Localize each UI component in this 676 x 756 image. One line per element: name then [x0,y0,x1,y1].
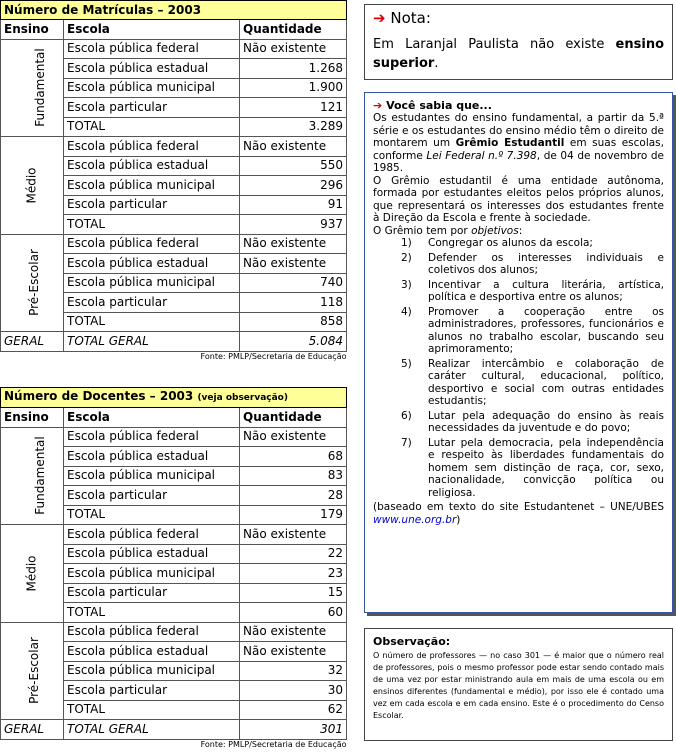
objetivo-text: Realizar intercâmbio e colaboração de caráter cultural, educacional, político, desportivo e social com outras entidades estudantis; [428,357,664,407]
matriculas-table [0,0,347,363]
quantidade-cell: 740 [240,273,347,293]
objetivo-number: 2) [401,251,412,264]
escola-cell: TOTAL [64,312,240,332]
objetivo-item [373,410,664,435]
escola-cell: Escola pública estadual [64,254,240,274]
escola-cell: Escola pública federal [64,137,240,157]
ensino-label-text: Fundamental [32,48,47,127]
escola-cell: Escola pública municipal [64,564,240,584]
sabia-p1-c: em suas escolas, conforme [373,137,664,162]
escola-cell: Escola pública estadual [64,642,240,662]
ensino-label [1,427,64,525]
table-row [1,39,347,59]
sabia-heading [373,99,664,112]
ensino-label-text: Médio [24,555,39,592]
source-note: Fonte: PMLP/Secretaria de Educação [200,352,347,361]
quantidade-cell: Não existente [240,525,347,545]
geral-label: GERAL [1,720,64,740]
total-geral-row [1,720,347,740]
arrow-right-icon: ➔ [373,99,383,112]
objetivo-number: 6) [401,409,412,422]
total-geral-value: 5.084 [240,332,347,352]
escola-cell: Escola particular [64,293,240,313]
sabia-p1-e: , de 04 de novembro de 1985. [373,149,664,174]
sabia-footer-c: ) [456,513,461,526]
objetivo-text: Congregar os alunos da escola; [428,237,593,249]
obs-text: O número de professores — no caso 301 — é maior que o número real de professores, pois o mesmo professor pode estar sendo contado mais de uma vez por estar ministrando aula em mais de uma escola ou em ensinos diferentes (fundamental e médio), por isso ele é contado uma vez em cada escola e em cada ensino. Este é o procedimento do Censo Escolar. [373,651,664,720]
escola-cell: Escola pública federal [64,39,240,59]
escola-cell: Escola particular [64,486,240,506]
quantidade-cell: Não existente [240,622,347,642]
escola-cell: Escola pública municipal [64,466,240,486]
escola-cell: Escola pública municipal [64,273,240,293]
objetivo-item [373,252,664,277]
objetivo-text: Promover a cooperação entre os administradores, professores, funcionários e alunos no trabalho escolar, buscando seu aprimoramento; [428,305,664,355]
quantidade-cell: 15 [240,583,347,603]
escola-cell: Escola pública estadual [64,156,240,176]
ensino-label [1,39,64,137]
nota-text-bold: ensino superior [373,37,664,71]
objetivo-item [373,306,664,356]
quantidade-cell: 22 [240,544,347,564]
escola-cell: Escola particular [64,98,240,118]
quantidade-cell: 91 [240,195,347,215]
table-title-text: Número de Matrículas – 2003 [4,2,202,17]
objetivo-text: Incentivar a cultura literária, artística, política e desportiva entre os alunos; [428,278,664,303]
source-row [1,351,347,363]
quantidade-cell: 32 [240,661,347,681]
source-note: Fonte: PMLP/Secretaria de Educação [200,740,347,749]
table-title [1,1,347,20]
escola-cell: Escola pública estadual [64,544,240,564]
column-header: Quantidade [240,20,347,40]
quantidade-cell: 60 [240,603,347,623]
sabia-p1-d: Lei Federal n.º 7.398 [426,149,537,162]
table-title [1,388,347,408]
objetivo-number: 3) [401,278,412,291]
ensino-label [1,234,64,332]
escola-cell: Escola pública federal [64,622,240,642]
objetivos-list [373,237,664,499]
geral-label: GERAL [1,332,64,352]
ensino-label-text: Médio [24,167,39,204]
nota-box [364,4,673,80]
escola-cell: TOTAL [64,603,240,623]
objetivo-item [373,437,664,500]
column-header: Escola [64,408,240,428]
sabia-p3-c: : [518,224,523,237]
escola-cell: Escola pública federal [64,427,240,447]
nota-heading [373,9,664,27]
escola-cell: Escola pública municipal [64,78,240,98]
sabia-p1-b: Grêmio Estudantil [455,137,565,149]
nota-text-a: Em Laranjal Paulista não existe [373,37,616,52]
quantidade-cell: 30 [240,681,347,701]
voce-sabia-box [364,92,673,613]
quantidade-cell: 937 [240,215,347,235]
quantidade-cell: 62 [240,700,347,720]
source-row [1,739,347,751]
column-header: Quantidade [240,408,347,428]
objetivo-text: Lutar pela democracia, pela independência e respeito às liberdades fundamentais do homem sem distinção de raça, cor, sexo, nacionalidade, convicção política ou religiosa. [428,436,664,499]
table-row [1,137,347,157]
escola-cell: TOTAL [64,215,240,235]
escola-cell: Escola particular [64,681,240,701]
sabia-paragraph-1 [373,112,664,175]
escola-cell: Escola particular [64,195,240,215]
ensino-label [1,622,64,720]
quantidade-cell: 121 [240,98,347,118]
table-row [1,427,347,447]
ensino-label-text: Pré-Escolar [26,249,41,317]
obs-title: Observação: [373,635,451,648]
quantidade-cell: 1.268 [240,59,347,79]
sabia-p1-a: Os estudantes do ensino fundamental, a partir da 5.ª série e os estudantes do ensino médio têm o direito de montarem um [373,112,664,149]
quantidade-cell: 1.900 [240,78,347,98]
ensino-label [1,525,64,623]
objetivo-number: 5) [401,357,412,370]
observacao-box [364,628,673,741]
quantidade-cell: 550 [240,156,347,176]
quantidade-cell: Não existente [240,234,347,254]
escola-cell: TOTAL [64,505,240,525]
arrow-right-icon: ➔ [373,9,386,27]
docentes-table [0,387,347,751]
escola-cell: TOTAL [64,700,240,720]
table-row [1,234,347,254]
quantidade-cell: Não existente [240,642,347,662]
ensino-label-text: Fundamental [32,436,47,515]
sabia-paragraph-3 [373,225,664,238]
escola-cell: Escola pública estadual [64,59,240,79]
total-geral-label: TOTAL GERAL [64,332,240,352]
total-geral-row [1,332,347,352]
quantidade-cell: 118 [240,293,347,313]
escola-cell: Escola pública federal [64,525,240,545]
escola-cell: Escola pública municipal [64,176,240,196]
escola-cell: TOTAL [64,117,240,137]
quantidade-cell: 858 [240,312,347,332]
total-geral-value: 301 [240,720,347,740]
ensino-label-text: Pré-Escolar [26,637,41,705]
quantidade-cell: 179 [240,505,347,525]
objetivo-item [373,358,664,408]
sabia-footer-a: (baseado em texto do site Estudantenet – UNE/UBES [373,501,664,513]
objetivo-number: 7) [401,436,412,449]
objetivo-number: 4) [401,305,412,318]
escola-cell: Escola particular [64,583,240,603]
objetivo-item [373,237,664,250]
quantidade-cell: Não existente [240,39,347,59]
objetivo-number: 1) [401,237,412,249]
quantidade-cell: 23 [240,564,347,584]
total-geral-label: TOTAL GERAL [64,720,240,740]
quantidade-cell: Não existente [240,137,347,157]
nota-title: Nota: [390,9,431,27]
quantidade-cell: 3.289 [240,117,347,137]
quantidade-cell: 296 [240,176,347,196]
sabia-paragraph-2: O Grêmio estudantil é uma entidade autônoma, formada por estudantes eleitos pelos próprios alunos, que representará os interesses dos estudantes frente à Direção da Escola e frente à sociedade. [373,174,664,224]
objetivo-text: Lutar pela adequação do ensino às reais necessidades da juventude e do povo; [428,409,664,434]
sabia-title: Você sabia que... [386,99,492,112]
escola-cell: Escola pública municipal [64,661,240,681]
quantidade-cell: Não existente [240,427,347,447]
column-header: Escola [64,20,240,40]
sabia-p3-b: objetivos [471,224,519,237]
sabia-footer [373,501,664,526]
quantidade-cell: 28 [240,486,347,506]
sabia-p3-a: O Grêmio tem por [373,224,472,237]
quantidade-cell: 83 [240,466,347,486]
column-header: Ensino [1,408,64,428]
une-link[interactable]: www.une.org.br [373,513,457,526]
nota-text [373,35,664,73]
nota-text-end: . [434,56,439,71]
table-title-note: (veja observação) [197,393,288,403]
objetivo-text: Defender os interesses individuais e coletivos dos alunos; [428,251,664,276]
escola-cell: Escola pública estadual [64,447,240,467]
table-title-text: Número de Docentes – 2003 [4,389,194,403]
ensino-label [1,137,64,235]
column-header: Ensino [1,20,64,40]
table-row [1,525,347,545]
objetivo-item [373,279,664,304]
quantidade-cell: 68 [240,447,347,467]
escola-cell: Escola pública federal [64,234,240,254]
table-row [1,622,347,642]
quantidade-cell: Não existente [240,254,347,274]
